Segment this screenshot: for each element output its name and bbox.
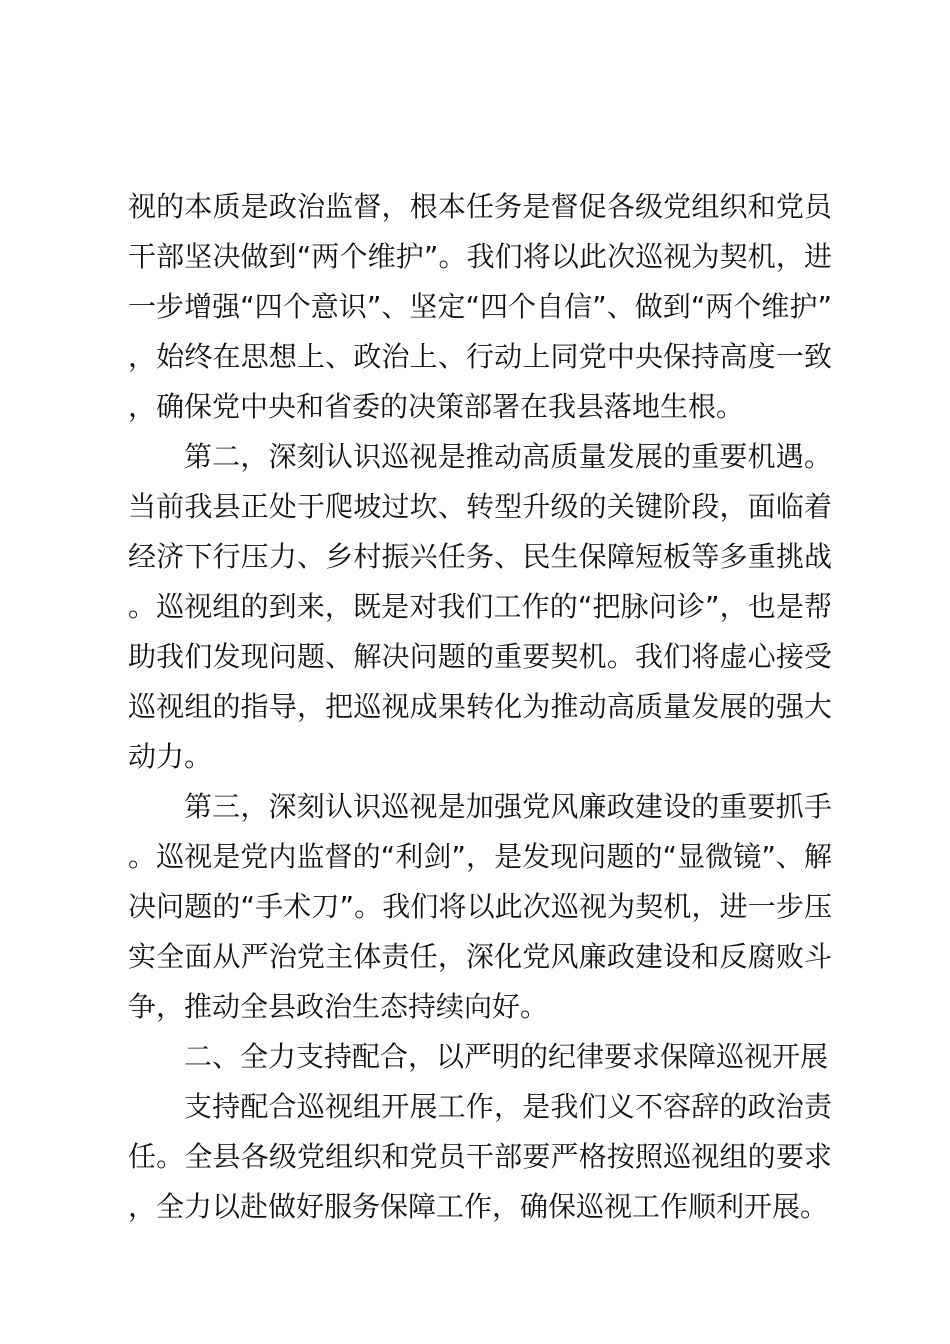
paragraph-third-point: 第三，深刻认识巡视是加强党风廉政建设的重要抓手。巡视是党内监督的“利剑”，是发现问题的“显微镜”、解决问题的“手术刀”。我们将以此次巡视为契机，进一步压实全面从严治党主体责任，深化党风廉政建设和反腐败斗争，推动全县政治生态持续向好。: [128, 790, 832, 1023]
document-body: [128, 182, 832, 1232]
paragraph-support: 支持配合巡视组开展工作，是我们义不容辞的政治责任。全县各级党组织和党员干部要严格按照巡视组的要求，全力以赴做好服务保障工作，确保巡视工作顺利开展。: [128, 1090, 832, 1223]
paragraph-second-point: 第二，深刻认识巡视是推动高质量发展的重要机遇。当前我县正处于爬坡过坎、转型升级的关键阶段，面临着经济下行压力、乡村振兴任务、民生保障短板等多重挑战。巡视组的到来，既是对我们工作的“把脉问诊”，也是帮助我们发现问题、解决问题的重要契机。我们将虚心接受巡视组的指导，把巡视成果转化为推动高质量发展的强大动力。: [128, 440, 832, 773]
section-heading: 二、全力支持配合，以严明的纪律要求保障巡视开展: [184, 1040, 829, 1073]
paragraph-continuation: 视的本质是政治监督，根本任务是督促各级党组织和党员干部坚决做到“两个维护”。我们将以此次巡视为契机，进一步增强“四个意识”、坚定“四个自信”、做到“两个维护”，始终在思想上、政治上、行动上同党中央保持高度一致，确保党中央和省委的决策部署在我县落地生根。: [128, 190, 832, 423]
